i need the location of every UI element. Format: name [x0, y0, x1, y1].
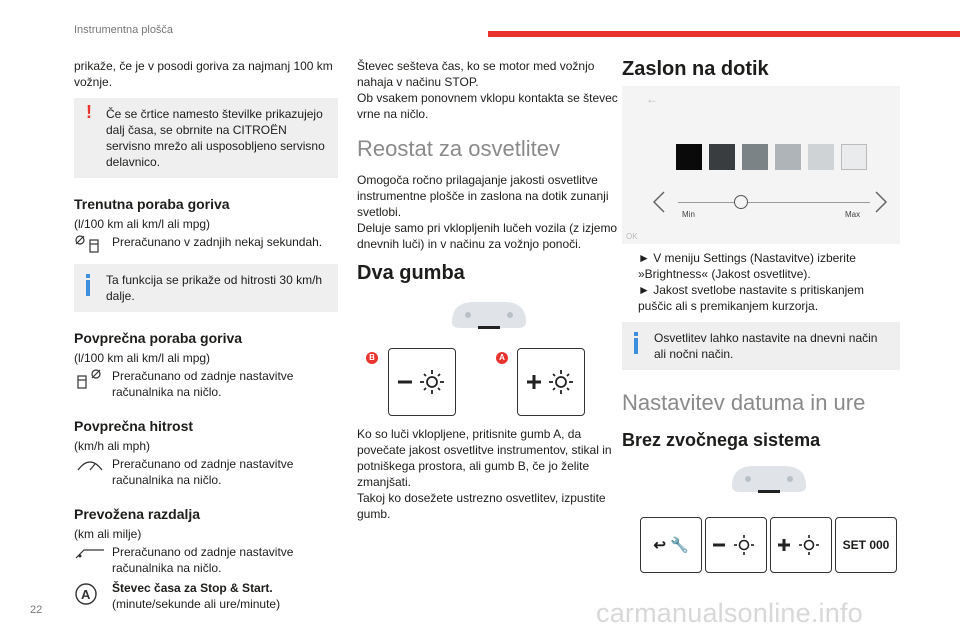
back-arrow-icon: ↩	[653, 537, 666, 554]
svg-text:A: A	[81, 587, 91, 602]
fuel-pump-icon	[74, 234, 106, 258]
ok-button[interactable]: OK	[626, 232, 638, 241]
info-note: Ta funkcija se prikaže od hitrosti 30 km/h dalje.	[74, 264, 338, 312]
info-row: Preračunano od zadnje nastavitve računalnika na ničlo.	[74, 544, 338, 576]
warning-icon: !	[86, 102, 92, 122]
section-title-distance: Prevožena razdalja	[74, 506, 201, 522]
brightness-swatch	[808, 144, 834, 170]
stop-start-icon	[74, 580, 106, 604]
speedometer-icon	[74, 456, 106, 480]
slider-min-label: Min	[682, 210, 695, 219]
info-icon	[634, 332, 638, 352]
units-text: (l/100 km ali km/l ali mpg)	[74, 217, 211, 231]
warning-text: Če se črtice namesto številke prikazujejo dalj časa, se obrnite na CITROËN servisno mrežo ali usposobljeno servisno delavnico.	[106, 107, 325, 169]
column-2: Števec sešteva čas, ko se motor med vožnjo nahaja v načinu STOP. Ob vsakem ponovnem vklopu kontakta se števec vrne na ničlo. Reostat za osvetlitev Omogoča ročno prilagajanje jakosti osvetlitve instrumentne plošče in zaslona na dotik zunanji svetlobi. Deluje samo pri vklopljenih lučeh vozila (z izjemo dnevnih luči) in v načinu za vožnjo ponoči. Dva gumba	[357, 58, 621, 295]
brightness-swatch	[709, 144, 735, 170]
page-number: 22	[30, 604, 43, 616]
brightness-swatch	[676, 144, 702, 170]
chevron-left-icon[interactable]	[652, 190, 666, 219]
column-3-lower: ► V meniju Settings (Nastavitve) izberite »Brightness« (Jakost osvetlitve). ► Jakost svetlobe nastavite s pritiskanjem puščic ali s premikanjem kurzorja. Osvetlitev lahko nastavite na dnevni način ali nočni način. Nastavitev datuma in ure Brez zvočnega sistema	[638, 250, 900, 461]
fuel-pump-icon	[74, 368, 106, 392]
slider-max-label: Max	[845, 210, 861, 219]
section-title-current-consumption: Trenutna poraba goriva	[74, 196, 230, 212]
brightness-swatch	[742, 144, 768, 170]
section-title-average-consumption: Povprečna poraba goriva	[74, 330, 243, 346]
heading-two-buttons: Dva gumba	[357, 262, 465, 284]
heading-date-time: Nastavitev datuma in ure	[622, 390, 866, 415]
info-row: Preračunano od zadnje nastavitve računalnika na ničlo.	[74, 456, 338, 488]
slider-thumb[interactable]	[734, 195, 748, 209]
info-note: Osvetlitev lahko nastavite na dnevni način ali nočni način.	[622, 322, 900, 370]
warning-note	[74, 98, 338, 178]
brighten-button-a[interactable]	[517, 348, 585, 416]
column-2-lower: Ko so luči vklopljene, pritisnite gumb A, da povečate jakost osvetlitve instrumentov, stikal in potniškega prostora, ali gumb B, če jo želite zmanjšati. Takoj ko dosežete ustrezno osvetlitev, izpustite gumb.	[357, 427, 612, 521]
intro-text: prikaže, če je v posodi goriva za najmanj 100 km vožnje.	[74, 59, 333, 89]
road-icon	[74, 544, 106, 568]
info-row: A Števec časa za Stop & Start. (minute/sekunde ali ure/minute)	[74, 580, 338, 612]
wrench-icon: 🔧	[669, 537, 689, 554]
instrument-cluster-illustration	[448, 298, 530, 332]
watermark: carmanualsonline.info	[596, 598, 863, 628]
brightness-screen	[622, 86, 900, 244]
brighten-button[interactable]	[770, 517, 832, 573]
column-1: prikaže, če je v posodi goriva za najmanj 100 km vožnje. ! Če se črtice namesto številke prikazujejo dalj časa, se obrnite na CITROËN servisno mrežo ali usposobljeno servisno delavnico. Trenutna poraba goriva (l/100 km ali km/l ali mpg) Preračunano v zadnjih nekaj sekundah. Ta funkcija se prikaže od hitrosti 30 km/h dalje. Povprečna poraba goriva (l/100 km ali km/l ali mpg) Preračunano od zadnje nastavitve računalnika na ničlo. Povprečna hitrost (km/h ali mph) Preračunano od zadnje nastavitve računalnika na ničlo. Prevožena razdalja (km ali milje) Preračunano od zadnje nastavitve računalnika na ničlo. A Števec časa za Stop & Start. (minute/sekunde ali ure/minute)	[74, 58, 338, 612]
set-button[interactable]: SET 000	[835, 517, 897, 573]
instrument-cluster-illustration	[728, 462, 810, 496]
dim-button-b[interactable]	[388, 348, 456, 416]
slider-track[interactable]	[678, 202, 870, 203]
brightness-swatch	[841, 144, 867, 170]
badge-a: A	[496, 352, 508, 364]
chevron-right-icon[interactable]	[874, 190, 888, 219]
heading-reostat: Reostat za osvetlitev	[357, 136, 560, 161]
brightness-swatch	[775, 144, 801, 170]
heading-touchscreen: Zaslon na dotik	[622, 58, 769, 80]
heading-no-audio: Brez zvočnega sistema	[622, 430, 821, 450]
dim-button[interactable]	[705, 517, 767, 573]
badge-b: B	[366, 352, 378, 364]
back-settings-button[interactable]	[640, 517, 702, 573]
header-accent-bar	[488, 31, 960, 37]
info-row: Preračunano od zadnje nastavitve računalnika na ničlo.	[74, 368, 338, 400]
info-icon	[86, 274, 90, 294]
info-row: Preračunano v zadnjih nekaj sekundah.	[74, 234, 338, 250]
back-arrow-icon[interactable]: ←	[646, 92, 658, 106]
header-title: Instrumentna plošča	[74, 24, 174, 36]
section-title-average-speed: Povprečna hitrost	[74, 418, 194, 434]
